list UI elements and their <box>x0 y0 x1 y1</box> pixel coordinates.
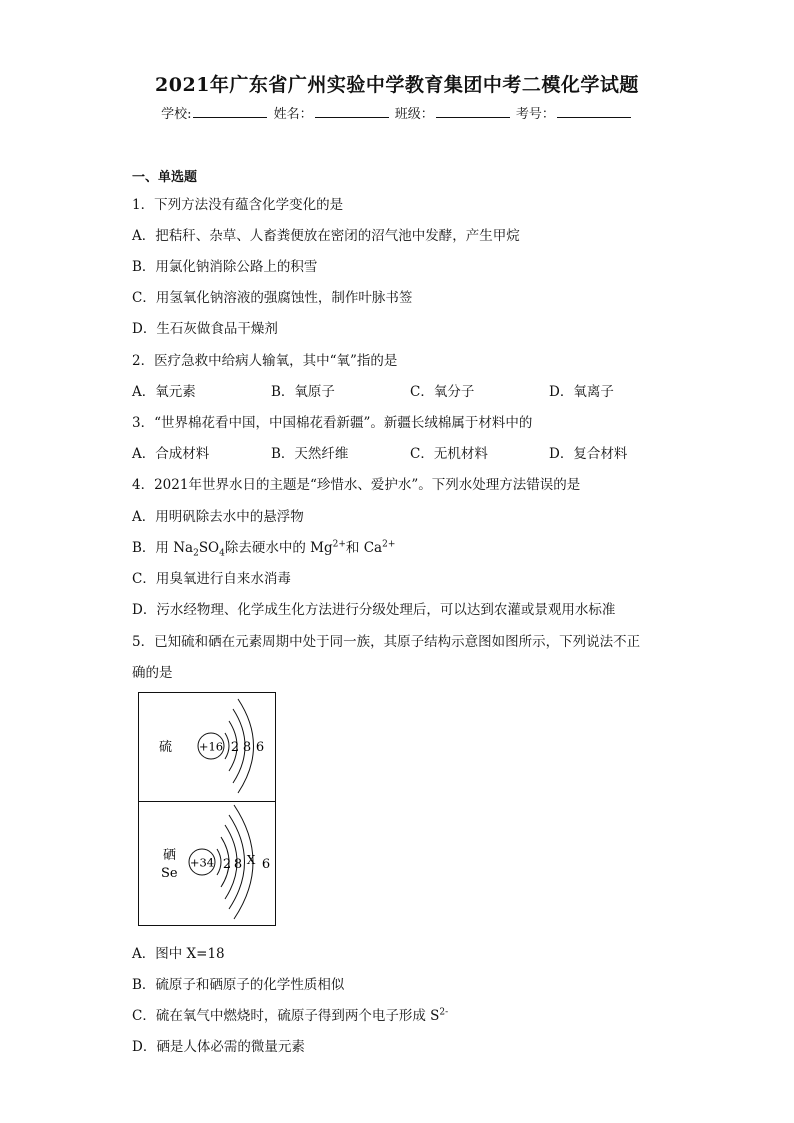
q4-stem: 4．2021年世界水日的主题是“珍惜水、爱护水”。下列水处理方法错误的是 <box>132 477 581 493</box>
q3-option-c: C．无机材料 <box>410 446 488 462</box>
student-info-line <box>0 103 794 122</box>
name-label: 姓名： <box>273 107 313 122</box>
sulfur-shell-count-3: 6 <box>255 740 265 755</box>
q5-option-d: D．硒是人体必需的微量元素 <box>132 1039 305 1055</box>
q5-option-a: A．图中 X=18 <box>132 946 225 962</box>
q3-options <box>132 442 692 462</box>
q5-stem-line1: 5．已知硫和硒在元素周期中处于同一族，其原子结构示意图如图所示，下列说法不正 <box>132 634 641 650</box>
selenium-shell-count-3: X <box>246 853 256 867</box>
atomic-diagram-svg <box>139 693 275 925</box>
school-label: 学校: <box>161 107 192 122</box>
atomic-structure-figure <box>138 692 276 926</box>
q4-option-a: A．用明矾除去水中的悬浮物 <box>132 509 304 525</box>
sulfur-label: 硫 <box>159 740 173 755</box>
q1-option-d: D．生石灰做食品干燥剂 <box>132 321 278 337</box>
q2-stem: 2．医疗急救中给病人输氧，其中“氧”指的是 <box>132 353 398 369</box>
q3-stem: 3．“世界棉花看中国，中国棉花看新疆”。新疆长绒棉属于材料中的 <box>132 415 533 431</box>
q3-option-a: A．合成材料 <box>132 446 210 462</box>
class-blank[interactable] <box>436 105 510 118</box>
class-label: 班级： <box>394 107 434 122</box>
selenium-shell-1 <box>217 849 221 875</box>
exam-number-blank[interactable] <box>557 105 631 118</box>
q3-option-d: D．复合材料 <box>549 446 628 462</box>
selenium-shell-count-1: 2 <box>222 857 232 872</box>
q2-option-a: A．氧元素 <box>132 384 196 400</box>
q5-option-b: B．硫原子和硒原子的化学性质相似 <box>132 977 345 993</box>
selenium-shell-count-4: 6 <box>261 857 271 872</box>
q2-option-c: C．氧分子 <box>410 384 475 400</box>
exam-number-label: 考号： <box>515 107 555 122</box>
q4-option-d: D．污水经物理、化学成生化方法进行分级处理后，可以达到农灌或景观用水标准 <box>132 602 616 618</box>
exam-title: 2021年广东省广州实验中学教育集团中考二模化学试题 <box>155 74 639 96</box>
name-blank[interactable] <box>315 105 389 118</box>
q5-stem-line2: 确的是 <box>132 665 173 681</box>
selenium-label: 硒 <box>163 848 177 863</box>
q3-option-b: B．天然纤维 <box>271 446 349 462</box>
selenium-shell-count-2: 8 <box>233 857 243 872</box>
q1-option-a: A．把秸秆、杂草、人畜粪便放在密闭的沼气池中发酵，产生甲烷 <box>132 228 520 244</box>
q1-option-c: C．用氢氧化钠溶液的强腐蚀性，制作叶脉书签 <box>132 290 413 306</box>
sulfur-shell-1 <box>225 733 229 759</box>
sulfur-shell-count-2: 8 <box>242 740 252 755</box>
q1-option-b: B．用氯化钠消除公路上的积雪 <box>132 259 318 275</box>
school-blank[interactable] <box>193 105 267 118</box>
q2-options <box>132 380 692 400</box>
q4-option-c: C．用臭氧进行自来水消毒 <box>132 571 291 587</box>
q1-stem: 1．下列方法没有蕴含化学变化的是 <box>132 197 344 213</box>
q4-option-b: B．用 $Na_2SO_4$除去硬水中的 $Mg^{2+}$和 $Ca^{2+}$ <box>132 539 396 559</box>
selenium-symbol: Se <box>161 866 178 881</box>
q5-option-c: C．硫在氧气中燃烧时，硫原子得到两个电子形成 $S^{2-}$ <box>132 1007 449 1024</box>
sulfur-nucleus: +16 <box>198 739 224 754</box>
q2-option-b: B．氧原子 <box>271 384 335 400</box>
q2-option-d: D．氧离子 <box>549 384 614 400</box>
section-heading: 一、单选题 <box>132 170 198 185</box>
sulfur-shell-count-1: 2 <box>230 740 240 755</box>
selenium-nucleus: +34 <box>189 855 215 870</box>
